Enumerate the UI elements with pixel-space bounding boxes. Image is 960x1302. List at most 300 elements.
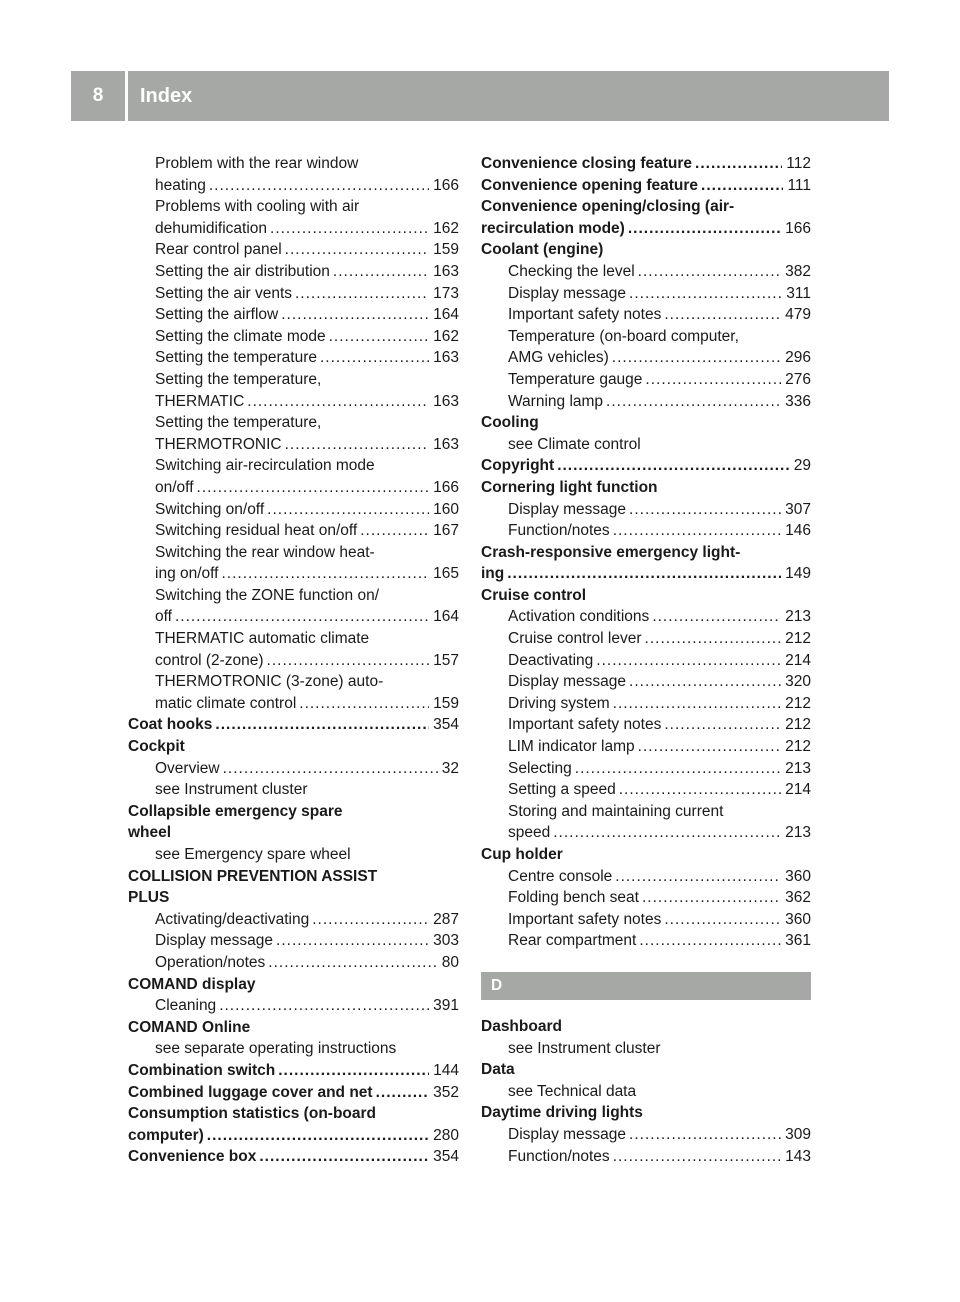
page-reference: 163 [433, 435, 459, 453]
entry-label: Switching air-recirculation mode [155, 457, 375, 475]
dot-leader [629, 283, 782, 305]
entry-label: Operation/notes [155, 953, 266, 971]
page-reference: 307 [785, 500, 811, 518]
index-subentry [128, 779, 459, 801]
dot-leader [270, 218, 429, 240]
index-subentry [128, 434, 459, 456]
index-subentry [128, 477, 459, 499]
entry-label: see Climate control [508, 435, 641, 453]
entry-label: see separate operating instructions [155, 1040, 397, 1058]
index-subentry [128, 995, 459, 1017]
entry-label: Setting the air distribution [155, 262, 330, 280]
page-reference: 159 [433, 694, 459, 712]
index-subentry [481, 283, 811, 305]
entry-label: Convenience opening/closing (air- [481, 198, 735, 216]
entry-label: Folding bench seat [508, 889, 639, 907]
index-subentry [481, 866, 811, 888]
index-subentry [128, 347, 459, 369]
dot-leader [642, 887, 781, 909]
entry-label: Convenience opening feature [481, 176, 699, 194]
page-reference: 112 [786, 155, 811, 172]
section-header: D [481, 972, 811, 1000]
entry-label: Setting the temperature, [155, 414, 322, 432]
index-subentry [128, 261, 459, 283]
entry-label: Function/notes [508, 1147, 610, 1165]
entry-label: Collapsible emergency spare [128, 802, 343, 820]
page-reference: 311 [786, 284, 811, 302]
dot-leader [267, 650, 430, 672]
index-subentry [481, 499, 811, 521]
page-reference: 159 [433, 241, 459, 259]
index-subentry [128, 412, 459, 434]
entry-label: Cup holder [481, 846, 563, 863]
index-entry [481, 455, 811, 477]
entry-label: Cooling [481, 414, 539, 432]
dot-leader [312, 909, 429, 931]
entry-label: Function/notes [508, 522, 610, 540]
dot-leader [619, 779, 781, 801]
page-reference: 212 [785, 738, 811, 756]
page-reference: 360 [785, 867, 811, 885]
entry-label: Important safety notes [508, 910, 662, 928]
page-reference: 149 [785, 565, 811, 583]
page-reference: 320 [785, 673, 811, 691]
dot-leader [281, 304, 429, 326]
dot-leader [267, 499, 429, 521]
index-subentry [128, 239, 459, 261]
dot-leader [557, 455, 790, 477]
entry-label: Display message [508, 500, 627, 518]
index-entry [481, 563, 811, 585]
dot-leader [197, 477, 430, 499]
page-number: 8 [92, 85, 104, 106]
dot-leader [645, 628, 782, 650]
entry-label: matic climate control [155, 694, 297, 712]
dot-leader [629, 499, 781, 521]
entry-label: dehumidification [155, 219, 268, 237]
page-reference: 165 [433, 565, 459, 583]
entry-label: Convenience box [128, 1148, 257, 1166]
entry-label: Switching residual heat on/off [155, 522, 358, 540]
page-reference: 361 [785, 932, 811, 950]
index-subentry [128, 844, 459, 866]
page-reference: 162 [433, 327, 459, 345]
entry-label: LIM indicator lamp [508, 738, 635, 756]
entry-label: Display message [508, 1125, 627, 1143]
entry-label: THERMOTRONIC (3-zone) auto- [155, 673, 384, 691]
entry-label: Coat hooks [128, 716, 213, 734]
index-entry [481, 1059, 811, 1081]
entry-label: Rear control panel [155, 241, 282, 259]
page-reference: 391 [433, 997, 459, 1015]
page-reference: 162 [433, 219, 459, 237]
page-reference: 213 [785, 608, 811, 626]
index-subentry [128, 153, 459, 175]
entry-label: Driving system [508, 694, 610, 712]
dot-leader [209, 175, 429, 197]
page-reference: 32 [441, 759, 459, 777]
entry-label: Display message [508, 673, 627, 691]
index-entry [128, 1017, 459, 1039]
dot-leader [613, 1146, 781, 1168]
dot-leader [285, 239, 429, 261]
dot-leader [360, 520, 429, 542]
index-subentry [481, 628, 811, 650]
index-subentry [128, 455, 459, 477]
index-subentry [481, 693, 811, 715]
index-subentry [128, 930, 459, 952]
index-entry [128, 714, 459, 736]
entry-label: COMAND Online [128, 1018, 251, 1036]
index-subentry [128, 758, 459, 780]
index-subentry [128, 175, 459, 197]
entry-label: Cleaning [155, 997, 217, 1015]
page-reference: 336 [785, 392, 811, 410]
index-subentry [481, 822, 811, 844]
dot-leader [295, 283, 429, 305]
entry-label: Convenience closing feature [481, 155, 693, 172]
index-subentry [128, 563, 459, 585]
entry-label: THERMATIC [155, 392, 245, 410]
index-subentry [128, 671, 459, 693]
entry-label: Selecting [508, 759, 572, 777]
index-subentry [128, 952, 459, 974]
index-subentry [128, 693, 459, 715]
dot-leader [276, 930, 429, 952]
page-reference: 163 [433, 349, 459, 367]
entry-label: see Technical data [508, 1082, 637, 1100]
dot-leader [638, 261, 781, 283]
entry-label: Warning lamp [508, 392, 604, 410]
dot-leader [329, 326, 430, 348]
index-entry [481, 585, 811, 607]
dot-leader [215, 714, 429, 736]
entry-label: Cockpit [128, 738, 185, 756]
index-entry [481, 1102, 811, 1124]
dot-leader [223, 758, 438, 780]
entry-label: Crash-responsive emergency light- [481, 543, 741, 561]
page-reference: 296 [785, 349, 811, 367]
entry-label: ing on/off [155, 565, 219, 583]
dot-leader [268, 952, 437, 974]
dot-leader [629, 671, 781, 693]
index-subentry [481, 758, 811, 780]
entry-label: Dashboard [481, 1017, 562, 1035]
index-subentry [481, 1081, 811, 1103]
dot-leader [664, 714, 781, 736]
dot-leader [285, 434, 430, 456]
entry-label: Cruise control [481, 586, 587, 604]
page-reference: 354 [433, 1148, 459, 1166]
entry-label: Switching the rear window heat- [155, 543, 375, 561]
dot-leader [333, 261, 429, 283]
index-entry [128, 1082, 459, 1104]
entry-label: Rear compartment [508, 932, 637, 950]
page-reference: 146 [785, 522, 811, 540]
index-subentry [481, 801, 811, 823]
dot-leader [652, 606, 781, 628]
page-reference: 276 [785, 370, 811, 388]
page-reference: 479 [785, 306, 811, 324]
page-reference: 382 [785, 262, 811, 280]
index-subentry [128, 909, 459, 931]
dot-leader [259, 1146, 429, 1168]
entry-label: on/off [155, 478, 194, 496]
page-reference: 143 [785, 1147, 811, 1165]
entry-label: recirculation mode) [481, 219, 625, 237]
index-subentry [481, 434, 811, 456]
index-subentry [128, 369, 459, 391]
entry-label: Temperature gauge [508, 370, 643, 388]
page-reference: 144 [433, 1061, 459, 1079]
index-subentry [481, 1146, 811, 1168]
page-reference: 212 [785, 630, 811, 648]
index-entry [481, 153, 811, 175]
index-entry [128, 1060, 459, 1082]
entry-label: COMAND display [128, 975, 256, 993]
entry-label: Activating/deactivating [155, 910, 310, 928]
header-bar [71, 71, 889, 121]
page-reference: 173 [433, 284, 459, 302]
entry-label: Overview [155, 759, 220, 777]
index-subentry [481, 779, 811, 801]
page-reference: 214 [785, 651, 811, 669]
entry-label: Setting a speed [508, 781, 616, 799]
dot-leader [664, 304, 781, 326]
dot-leader [612, 347, 781, 369]
entry-label: see Instrument cluster [508, 1039, 661, 1057]
dot-leader [701, 175, 783, 197]
index-subentry [128, 542, 459, 564]
index-subentry [128, 326, 459, 348]
entry-label: Switching on/off [155, 500, 265, 518]
entry-label: Setting the temperature, [155, 370, 322, 388]
index-subentry [481, 887, 811, 909]
page-reference: 352 [433, 1083, 459, 1101]
index-entry [128, 866, 459, 888]
page-reference: 166 [433, 478, 459, 496]
dot-leader [320, 347, 429, 369]
page-reference: 29 [793, 457, 811, 475]
index-subentry [481, 520, 811, 542]
entry-label: Setting the airflow [155, 306, 279, 324]
entry-label: Consumption statistics (on-board [128, 1105, 376, 1123]
page-reference: 160 [433, 500, 459, 518]
dot-leader [645, 369, 781, 391]
page-reference: 362 [785, 889, 811, 907]
page-reference: 163 [433, 262, 459, 280]
index-subentry [481, 714, 811, 736]
dot-leader [207, 1125, 429, 1147]
page-reference: 287 [433, 910, 459, 928]
entry-label: off [155, 608, 172, 626]
entry-label: THERMATIC automatic climate [155, 630, 370, 648]
entry-label: see Instrument cluster [155, 781, 308, 799]
index-subentry [128, 218, 459, 240]
index-subentry [481, 369, 811, 391]
index-entry [481, 239, 811, 261]
dot-leader [219, 995, 429, 1017]
index-entry [128, 822, 459, 844]
page-reference: 157 [433, 651, 459, 669]
index-subentry [481, 1124, 811, 1146]
entry-label: Data [481, 1061, 515, 1079]
dot-leader [613, 520, 781, 542]
dot-leader [638, 736, 781, 758]
dot-leader [639, 930, 781, 952]
page-reference: 164 [433, 306, 459, 324]
page-reference: 309 [785, 1125, 811, 1143]
header-divider [125, 71, 128, 121]
index-entry [128, 1146, 459, 1168]
dot-leader [606, 391, 781, 413]
entry-label: Problems with cooling with air [155, 198, 360, 216]
index-entry [481, 412, 811, 434]
index-entry [481, 844, 811, 866]
entry-label: heating [155, 176, 206, 194]
index-subentry [128, 283, 459, 305]
index-subentry [481, 326, 811, 348]
dot-leader [615, 866, 781, 888]
index-subentry [128, 585, 459, 607]
page-reference: 303 [433, 932, 459, 950]
page-reference: 213 [785, 824, 811, 842]
entry-label: Cornering light function [481, 478, 658, 496]
entry-label: Switching the ZONE function on/ [155, 586, 380, 604]
index-entry [481, 477, 811, 499]
index-subentry [481, 909, 811, 931]
dot-leader [628, 218, 781, 240]
entry-label: Important safety notes [508, 306, 662, 324]
entry-label: Centre console [508, 867, 613, 885]
entry-label: COLLISION PREVENTION ASSIST [128, 867, 378, 885]
index-subentry [128, 196, 459, 218]
entry-label: computer) [128, 1126, 204, 1144]
dot-leader [596, 650, 781, 672]
entry-label: Checking the level [508, 262, 635, 280]
page-reference: 80 [441, 953, 459, 971]
page-reference: 354 [433, 716, 459, 734]
entry-label: AMG vehicles) [508, 349, 609, 367]
index-subentry [481, 304, 811, 326]
entry-label: Activation conditions [508, 608, 650, 626]
index-subentry [481, 391, 811, 413]
entry-label: see Emergency spare wheel [155, 846, 351, 863]
index-entry [128, 1103, 459, 1125]
index-entry [481, 1016, 811, 1038]
entry-label: Storing and maintaining current [508, 802, 724, 820]
index-subentry [128, 1038, 459, 1060]
dot-leader [278, 1060, 429, 1082]
dot-leader [222, 563, 430, 585]
entry-label: wheel [128, 824, 172, 842]
page-title: Index [140, 84, 193, 107]
entry-label: THERMOTRONIC [155, 435, 282, 453]
index-entry [481, 542, 811, 564]
entry-label: control (2-zone) [155, 651, 264, 669]
dot-leader [613, 693, 781, 715]
index-entry [128, 887, 459, 909]
entry-label: Combination switch [128, 1061, 276, 1079]
index-subentry [481, 671, 811, 693]
index-subentry [128, 650, 459, 672]
entry-label: Copyright [481, 457, 555, 475]
index-subentry [481, 930, 811, 952]
entry-label: Setting the climate mode [155, 327, 326, 345]
dot-leader [664, 909, 781, 931]
index-column-left [128, 153, 459, 1168]
entry-label: Display message [508, 284, 627, 302]
entry-label: Coolant (engine) [481, 241, 604, 259]
index-entry [481, 218, 811, 240]
page-reference: 214 [785, 781, 811, 799]
index-subentry [128, 499, 459, 521]
index-column-right [481, 153, 811, 1167]
entry-label: Problem with the rear window [155, 155, 359, 172]
dot-leader [299, 693, 429, 715]
dot-leader [376, 1082, 430, 1104]
index-entry [128, 801, 459, 823]
page-reference: 166 [433, 176, 459, 194]
index-subentry [481, 606, 811, 628]
index-subentry [481, 261, 811, 283]
page-reference: 280 [433, 1126, 459, 1144]
entry-label: Important safety notes [508, 716, 662, 734]
index-subentry [128, 391, 459, 413]
page-reference: 212 [785, 694, 811, 712]
page-reference: 212 [785, 716, 811, 734]
index-entry [481, 196, 811, 218]
index-entry [128, 974, 459, 996]
entry-label: ing [481, 565, 505, 583]
page-reference: 111 [787, 176, 811, 194]
index-subentry [481, 736, 811, 758]
index-entry [128, 736, 459, 758]
dot-leader [575, 758, 781, 780]
dot-leader [507, 563, 781, 585]
entry-label: Cruise control lever [508, 630, 642, 648]
entry-label: Daytime driving lights [481, 1104, 643, 1122]
page-reference: 166 [785, 219, 811, 237]
entry-label: Deactivating [508, 651, 594, 669]
dot-leader [247, 391, 429, 413]
index-subentry [128, 304, 459, 326]
dot-leader [629, 1124, 781, 1146]
entry-label: Setting the air vents [155, 284, 292, 302]
entry-label: Combined luggage cover and net [128, 1083, 373, 1101]
dot-leader [553, 822, 781, 844]
index-subentry [481, 650, 811, 672]
dot-leader [695, 153, 782, 175]
index-subentry [481, 347, 811, 369]
page-reference: 164 [433, 608, 459, 626]
page-reference: 163 [433, 392, 459, 410]
index-subentry [128, 606, 459, 628]
entry-label: Setting the temperature [155, 349, 317, 367]
entry-label: Temperature (on-board computer, [508, 327, 739, 345]
entry-label: Display message [155, 932, 274, 950]
page-reference: 360 [785, 910, 811, 928]
entry-label: speed [508, 824, 551, 842]
index-subentry [481, 1038, 811, 1060]
page-reference: 213 [785, 759, 811, 777]
entry-label: PLUS [128, 889, 170, 907]
index-subentry [128, 520, 459, 542]
index-subentry [128, 628, 459, 650]
index-entry [128, 1125, 459, 1147]
dot-leader [175, 606, 429, 628]
page-reference: 167 [433, 522, 459, 540]
